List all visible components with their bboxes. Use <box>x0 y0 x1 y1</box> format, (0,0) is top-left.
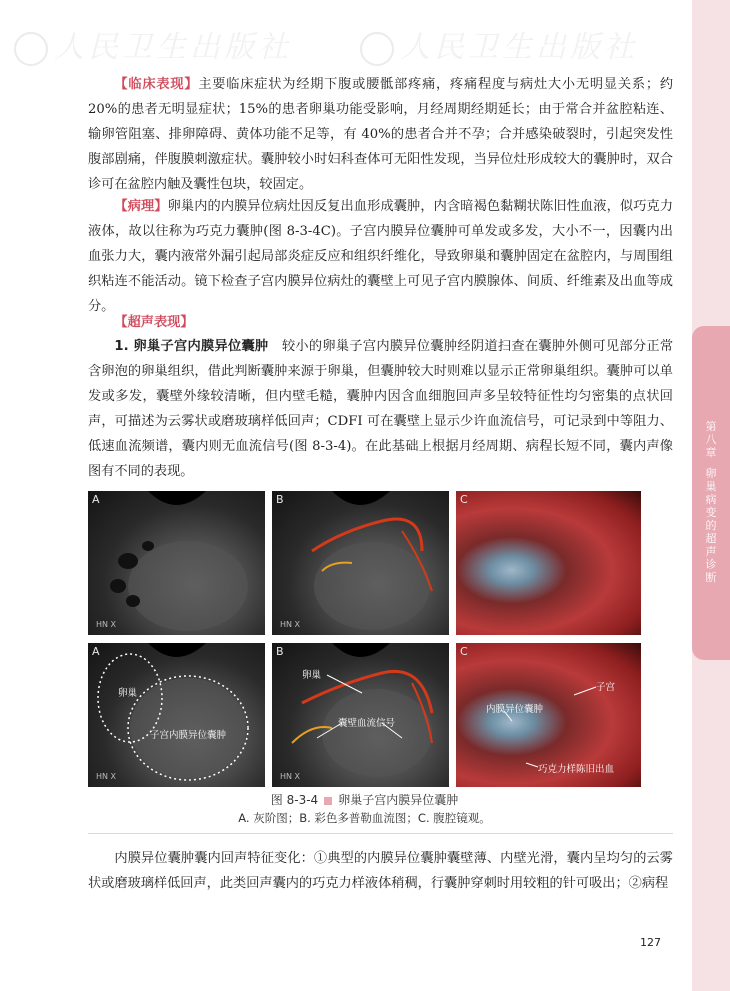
ultrasound-heading <box>88 310 673 335</box>
chapter-title: 卵 巢 病 变 的 超 声 诊 断 <box>705 467 717 584</box>
label-endometrioma: 子宫内膜异位囊肿 <box>150 730 227 741</box>
panel-a-grayscale <box>88 491 265 635</box>
ultrasound-label: 【超声表现】 <box>114 315 194 330</box>
label-ovary: 卵巢 <box>302 670 322 681</box>
seal-icon <box>360 32 394 66</box>
ultrasound-image-annotated <box>88 643 265 787</box>
pathology-text: 卵巢内的内膜异位病灶因反复出血形成囊肿，内含暗褐色黏糊状陈旧性血液，似巧克力液体，故以往称为巧克力囊肿(图 8-3-4C)。子宫内膜异位囊肿可单发或多发，大小不一，因囊内出血张力大，囊内液常外漏引起局部炎症反应和组织纤维化，导致卵巢和囊肿固定在盆腔内，与周围组织粘连不能活动。镜下检查子宫内膜异位病灶的囊壁上可见子宫内膜腺体、间质、纤维素及出血等成分。 <box>88 199 674 314</box>
caption-number: 图 8-3-4 <box>270 793 319 807</box>
figure-subcaption: A. 灰阶图；B. 彩色多普勒血流图；C. 腹腔镜观。 <box>238 811 491 825</box>
figure-caption <box>88 791 641 808</box>
ultrasound-item-1 <box>88 334 673 484</box>
watermark: 人民卫生出版社 <box>360 22 638 66</box>
scanner-mark: HN X <box>96 772 117 781</box>
chapter-tab-text <box>700 420 722 584</box>
label-old-blood: 巧克力样陈旧出血 <box>538 764 615 775</box>
figure-8-3-4 <box>88 491 641 787</box>
caption-title: 卵巢子宫内膜异位囊肿 <box>338 793 459 807</box>
chapter-number: 第 八 章 <box>705 420 717 459</box>
panel-c-laparoscopy <box>456 491 641 635</box>
scanner-mark: HN X <box>280 772 301 781</box>
pathology-label: 【病理】 <box>114 199 168 214</box>
seal-icon <box>14 32 48 66</box>
item-1-text: 较小的卵巢子宫内膜异位囊肿经阴道扫查在囊肿外侧可见部分正常含卵泡的卵巢组织，借此判断囊肿来源于卵巢，但囊肿较大时则难以显示正常卵巢组织。囊肿可以单发或多发，囊壁外缘较清晰，但内壁毛糙，囊肿内因含血细胞回声多呈较特征性均匀密集的点状回声，可描述为云雾状或磨玻璃样低回声；CDFI 可在囊壁上显示少许血流信号，可记录到中等阻力、低速血流频谱，囊内则无血流信号(图 8-3-4)。在此基础上根据月经周期、病程长短不同，囊内声像图有不同的表现。 <box>88 339 674 479</box>
caption-square-icon <box>324 797 332 805</box>
divider <box>88 833 673 834</box>
label-wall-flow: 囊壁血流信号 <box>338 718 396 729</box>
panel-c-laparoscopy-annotated <box>456 643 641 787</box>
panel-label: A <box>92 645 100 658</box>
clinical-text: 主要临床症状为经期下腹或腰骶部疼痛，疼痛程度与病灶大小无明显关系；约 20%的患者无明显症状；15%的患者卵巢功能受影响，月经周期经期延长；由于常合并盆腔粘连、输卵管阻塞、排卵障碍、黄体功能不足等，有 40%的患者合并不孕；合并感染破裂时，引起突发性腹部剧痛，伴腹膜刺激症状。囊肿较小时妇科查体可无阳性发现，当异位灶形成较大的囊肿时，双合诊可在盆腔内触及囊性包块，较固定。 <box>88 77 674 192</box>
panel-b-doppler-annotated <box>272 643 449 787</box>
continuation-paragraph: 内膜异位囊肿囊内回声特征变化：①典型的内膜异位囊肿囊壁薄、内壁光滑，囊内呈均匀的云雾状或磨玻璃样低回声，此类回声囊内的巧克力样液体稍稠，行囊肿穿刺时用较粗的针可吸出；②病程 <box>88 851 673 891</box>
panel-label: C <box>460 493 468 506</box>
label-uterus: 子宫 <box>596 682 616 693</box>
panel-label: B <box>276 645 284 658</box>
ultrasound-image <box>88 491 265 635</box>
item-1-title: 1. 卵巢子宫内膜异位囊肿 <box>114 339 269 354</box>
clinical-paragraph <box>88 72 673 197</box>
panel-label: C <box>460 645 468 658</box>
doppler-image <box>272 491 449 635</box>
page-number: 127 <box>640 936 661 949</box>
scanner-mark: HN X <box>280 620 301 629</box>
clinical-label: 【临床表现】 <box>114 77 199 92</box>
panel-label: B <box>276 493 284 506</box>
panel-a-grayscale-annotated <box>88 643 265 787</box>
panel-b-doppler <box>272 491 449 635</box>
panel-label: A <box>92 493 100 506</box>
scanner-mark: HN X <box>96 620 117 629</box>
label-endometrioma: 内膜异位囊肿 <box>486 704 544 715</box>
pathology-paragraph <box>88 194 673 319</box>
watermark: 人民卫生出版社 <box>14 22 292 66</box>
label-ovary: 卵巢 <box>118 688 138 699</box>
